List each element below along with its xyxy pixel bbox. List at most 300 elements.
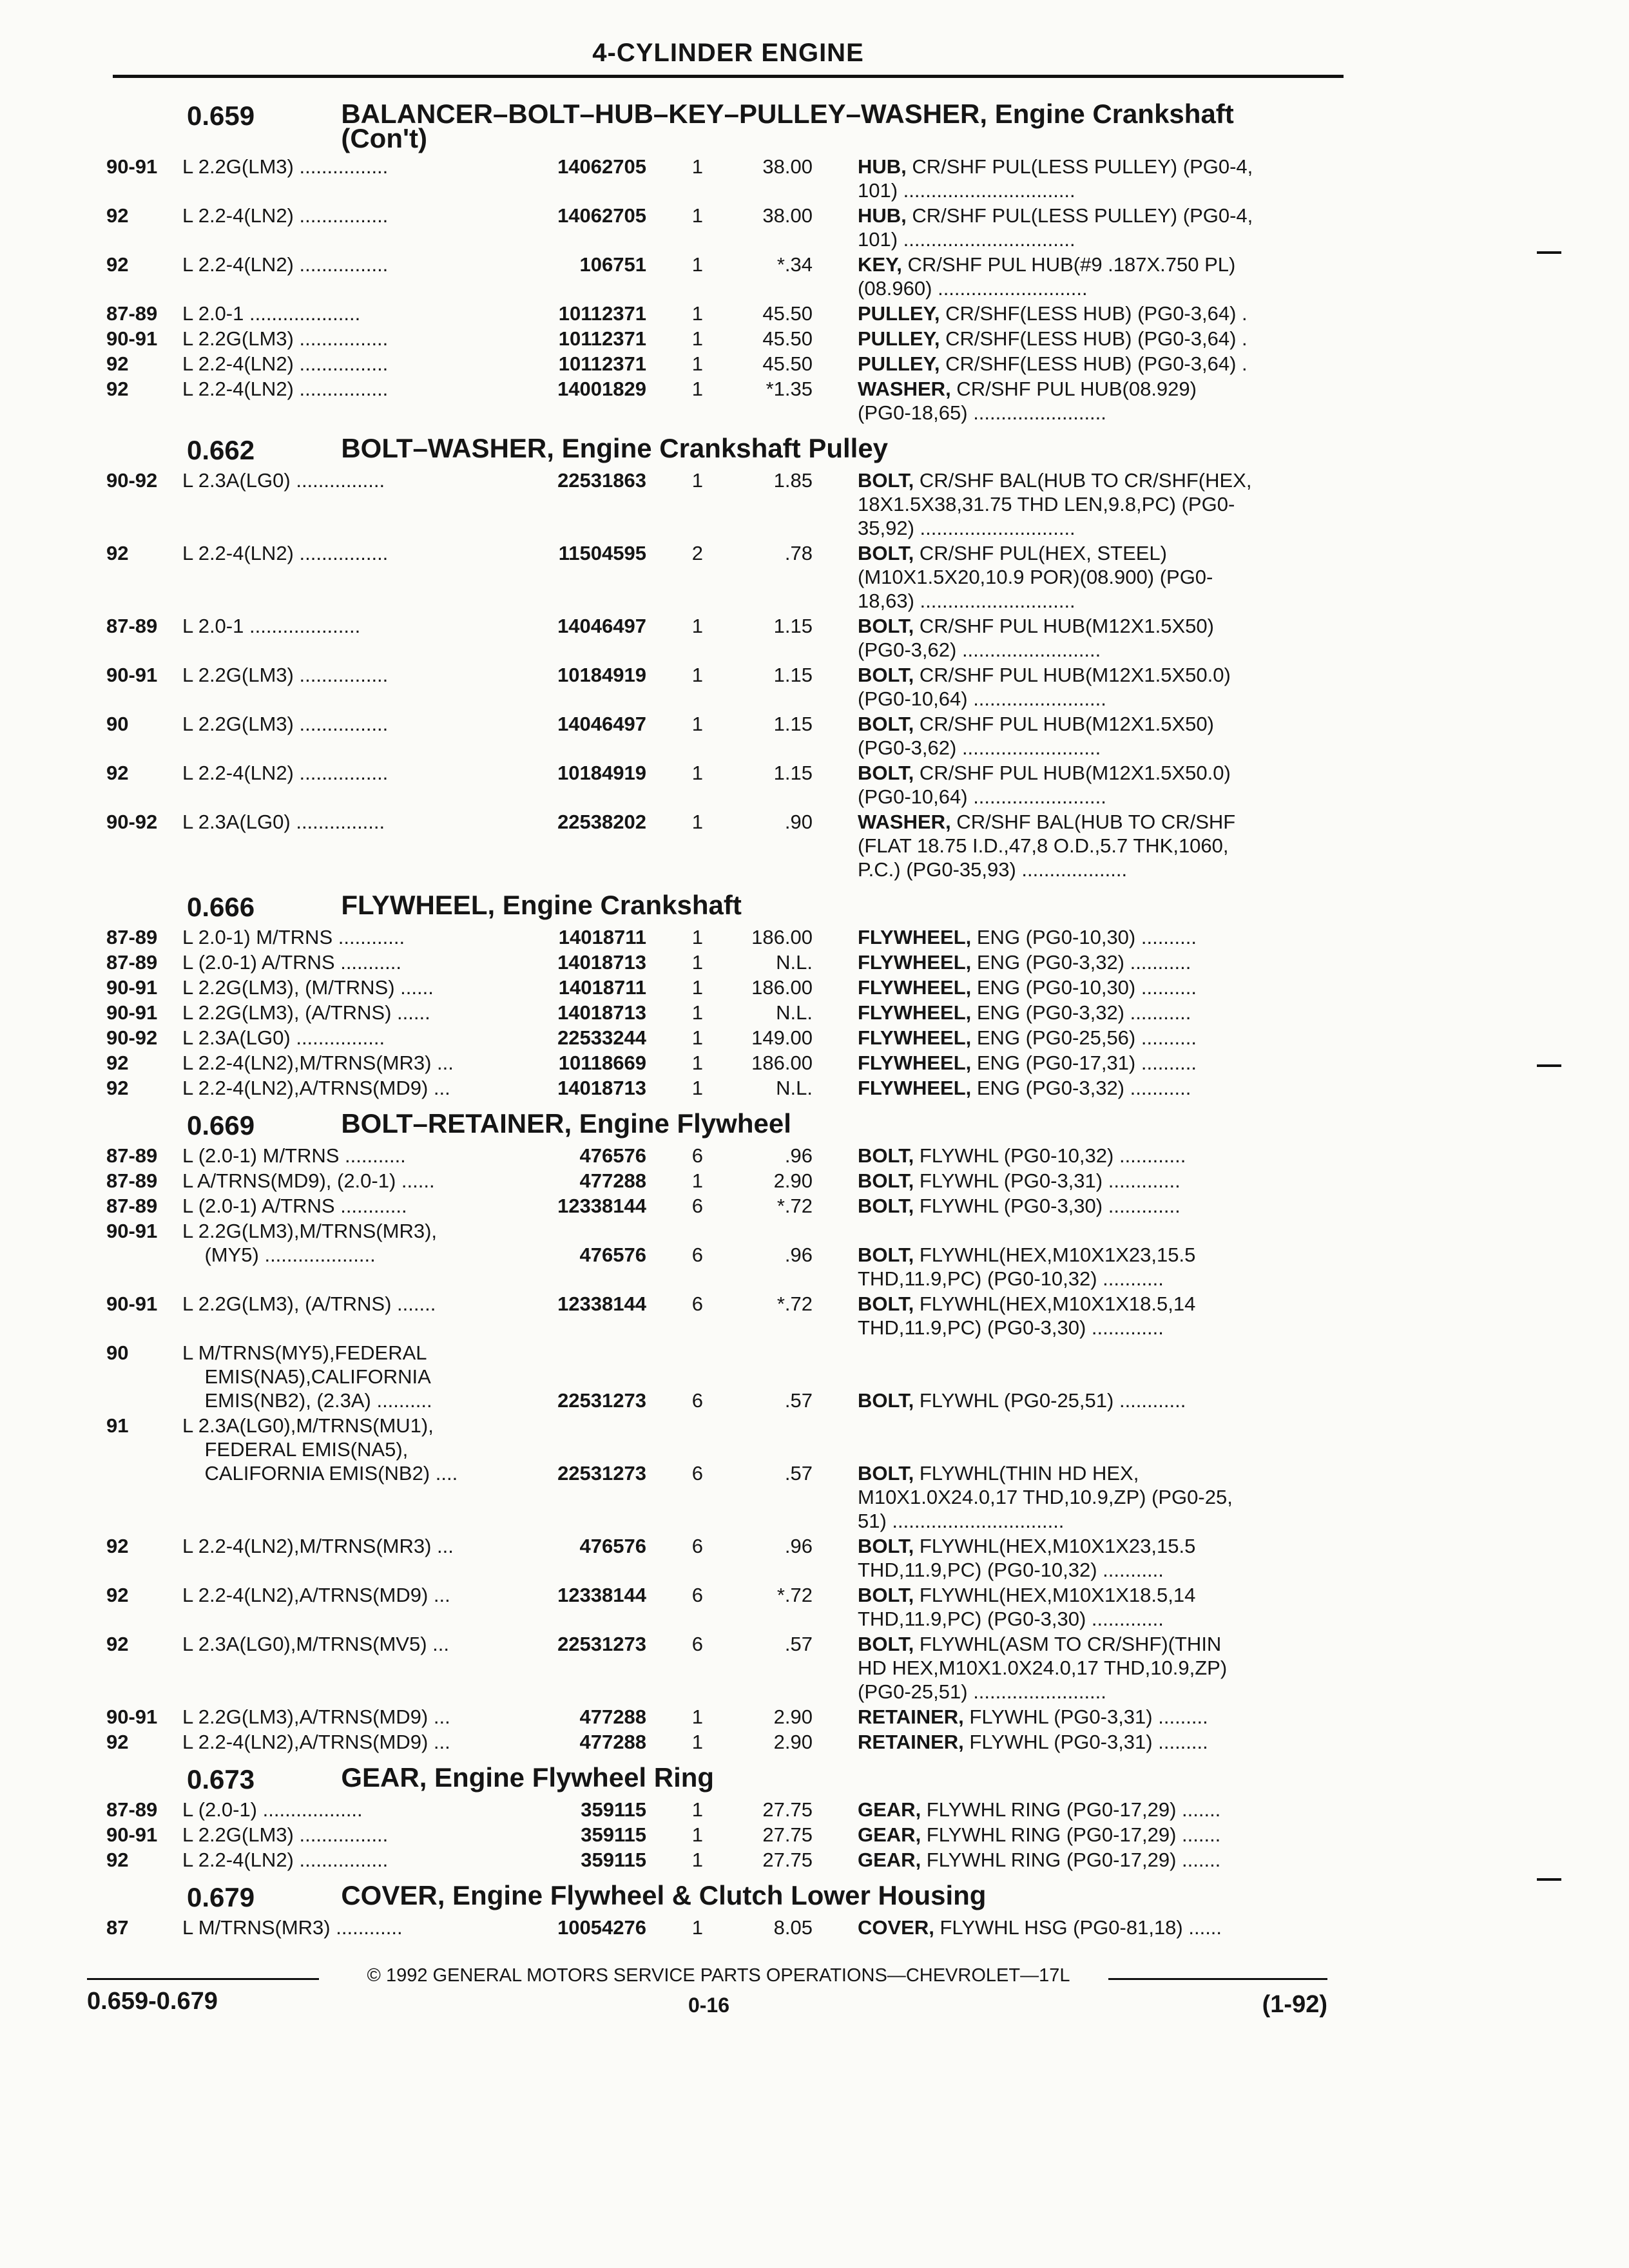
section-number: 0.659 [187,101,255,131]
description-keyword: HUB, [858,204,907,227]
price: 45.50 [762,327,813,350]
application: L 2.0-1 .................... [182,615,361,637]
description [858,975,1335,999]
quantity: 1 [691,352,703,375]
description-keyword: FLYWHEEL, [858,926,972,948]
application: L (2.0-1) A/TRNS ............ [182,1195,407,1217]
price: *.72 [776,1293,813,1315]
part-row [106,975,1369,999]
section-number: 0.666 [187,892,255,922]
quantity: 1 [691,1849,703,1871]
description-keyword: BOLT, [858,1535,914,1557]
part-number: 14062705 [557,155,646,178]
quantity: 1 [691,155,703,178]
price: 1.15 [773,762,813,784]
model-years: 92 [106,1077,129,1099]
description-text: FLYWHL(ASM TO CR/SHF)(THIN HD HEX,M10X1.0X24.0,17 THD,10.9,ZP) (PG0-25,51) ........................ [858,1633,1228,1703]
model-years: 91 [106,1414,129,1437]
header-rule [113,75,1344,78]
part-number: 359115 [581,1849,646,1871]
description [858,253,1335,300]
part-row [106,1798,1369,1821]
part-row [106,1730,1369,1754]
part-number: 14018713 [557,1077,646,1099]
price: .78 [784,542,813,564]
description [858,1632,1335,1704]
part-number: 10112371 [558,352,646,375]
description-text: CR/SHF(LESS HUB) (PG0-3,64) . [940,302,1248,325]
part-number: 476576 [579,1244,646,1266]
part-number: 477288 [579,1169,646,1192]
model-years: 87-89 [106,1798,158,1821]
footer-section-range: 0.659-0.679 [87,1988,218,2015]
description-keyword: BOLT, [858,1293,914,1315]
application: L 2.2G(LM3) ................ [182,327,389,350]
description [858,1823,1335,1847]
part-row [106,1194,1369,1218]
description [858,1534,1335,1582]
description-text: CR/SHF PUL HUB(M12X1.5X50) (PG0-3,62) ......................... [858,713,1214,759]
description-text: CR/SHF(LESS HUB) (PG0-3,64) . [940,327,1248,350]
description [858,1194,1335,1218]
quantity: 1 [691,762,703,784]
description-text: ENG (PG0-3,32) ........... [971,951,1191,974]
section-number: 0.679 [187,1882,255,1912]
part-number: 22538202 [557,811,646,833]
model-years: 87-89 [106,1144,158,1167]
quantity: 1 [691,1916,703,1939]
model-years: 92 [106,1535,129,1557]
part-number: 14018713 [557,1001,646,1024]
description-keyword: PULLEY, [858,352,940,375]
description-text: FLYWHL (PG0-3,31) ......... [963,1706,1208,1728]
application: L 2.2G(LM3), (M/TRNS) ...... [182,976,434,999]
quantity: 1 [691,327,703,350]
quantity: 1 [691,1731,703,1753]
description [858,810,1335,881]
part-number: 10184919 [557,762,646,784]
model-years: 92 [106,542,129,564]
price: .96 [784,1244,813,1266]
description-text: ENG (PG0-17,31) .......... [971,1052,1197,1074]
quantity: 1 [691,204,703,227]
catalog-section [106,890,1369,1100]
description-keyword: WASHER, [858,811,951,833]
model-years: 90-92 [106,1026,158,1049]
application: L 2.2-4(LN2),M/TRNS(MR3) ... [182,1052,454,1074]
application: L 2.2G(LM3), (A/TRNS) ....... [182,1293,436,1315]
price: *.72 [776,1584,813,1606]
part-number: 14001829 [557,378,646,400]
application: L 2.3A(LG0) ................ [182,811,385,833]
description-keyword: BOLT, [858,762,914,784]
price: 1.15 [773,664,813,686]
description-text: FLYWHL (PG0-3,31) ......... [963,1731,1208,1753]
part-number: 10112371 [558,302,646,325]
part-row [106,1026,1369,1050]
part-row [106,1144,1369,1168]
catalog-section [106,433,1369,881]
part-row [106,1583,1369,1631]
part-number: 22533244 [557,1026,646,1049]
model-years: 92 [106,762,129,784]
quantity: 6 [691,1462,703,1485]
application: L 2.2-4(LN2) ................ [182,352,389,375]
quantity: 1 [691,469,703,492]
section-number: 0.673 [187,1764,255,1794]
description [858,204,1335,251]
application: L 2.2-4(LN2) ................ [182,378,389,400]
quantity: 6 [691,1144,703,1167]
model-years: 90-92 [106,469,158,492]
price: 8.05 [773,1916,813,1939]
description-text: FLYWHL(HEX,M10X1X23,15.5 THD,11.9,PC) (PG0-10,32) ........... [858,1535,1196,1581]
price: 1.15 [773,615,813,637]
price: *1.35 [766,378,813,400]
application: L M/TRNS(MY5),FEDERAL EMIS(NA5),CALIFORNIA EMIS(NB2), (2.3A) .......... [182,1341,432,1412]
part-row [106,1916,1369,1939]
model-years: 90-91 [106,664,158,686]
description-keyword: GEAR, [858,1849,921,1871]
description-text: FLYWHL HSG (PG0-81,18) ...... [934,1916,1222,1939]
description [858,1144,1335,1168]
section-number: 0.669 [187,1110,255,1140]
quantity: 1 [691,1001,703,1024]
part-number: 22531273 [557,1389,646,1412]
part-row [106,1848,1369,1872]
price: 149.00 [751,1026,813,1049]
part-number: 22531863 [557,469,646,492]
description-text: CR/SHF PUL HUB(M12X1.5X50) (PG0-3,62) ......................... [858,615,1214,661]
model-years: 87-89 [106,1195,158,1217]
quantity: 6 [691,1633,703,1655]
application: L (2.0-1) A/TRNS ........... [182,951,401,974]
description-text: CR/SHF PUL HUB(M12X1.5X50.0) (PG0-10,64) ........................ [858,762,1231,808]
footer-copyright: © 1992 GENERAL MOTORS SERVICE PARTS OPERATIONS—CHEVROLET—17L [367,1965,1070,1986]
footer-date: (1-92) [1262,1991,1327,2018]
price: .57 [784,1462,813,1485]
part-number: 22531273 [557,1462,646,1485]
description-keyword: BOLT, [858,1462,914,1485]
description-keyword: PULLEY, [858,302,940,325]
part-row [106,761,1369,809]
description-keyword: FLYWHEEL, [858,976,972,999]
part-row [106,1001,1369,1024]
description-keyword: BOLT, [858,615,914,637]
model-years: 92 [106,1633,129,1655]
application: L 2.2-4(LN2) ................ [182,253,389,276]
application: L 2.3A(LG0) ................ [182,469,385,492]
part-number: 10184919 [557,664,646,686]
part-number: 14046497 [557,615,646,637]
part-row [106,302,1369,325]
part-row [106,1823,1369,1847]
description [858,541,1335,613]
quantity: 1 [691,1052,703,1074]
description-text: FLYWHL RING (PG0-17,29) ....... [921,1849,1221,1871]
part-number: 14018711 [558,926,646,948]
description-keyword: BOLT, [858,1584,914,1606]
model-years: 92 [106,1584,129,1606]
quantity: 1 [691,713,703,735]
quantity: 1 [691,951,703,974]
part-number: 10118669 [558,1052,646,1074]
description-text: FLYWHL (PG0-3,31) ............. [914,1169,1181,1192]
price: 186.00 [751,1052,813,1074]
model-years: 92 [106,378,129,400]
price: N.L. [776,1001,813,1024]
section-header [106,433,1369,465]
description-keyword: BOLT, [858,664,914,686]
description-keyword: BOLT, [858,1195,914,1217]
part-row [106,1534,1369,1582]
model-years: 90-91 [106,976,158,999]
model-years: 87-89 [106,302,158,325]
application: L 2.3A(LG0) ................ [182,1026,385,1049]
application: L 2.0-1 .................... [182,302,361,325]
model-years: 90-91 [106,327,158,350]
quantity: 6 [691,1535,703,1557]
part-row [106,1169,1369,1193]
price: .57 [784,1389,813,1412]
description-keyword: FLYWHEEL, [858,1026,972,1049]
application: L 2.2G(LM3) ................ [182,1823,389,1846]
application: L 2.2-4(LN2) ................ [182,542,389,564]
description [858,1916,1335,1939]
model-years: 87-89 [106,951,158,974]
model-years: 90 [106,713,129,735]
quantity: 1 [691,1798,703,1821]
application: L 2.3A(LG0),M/TRNS(MU1), FEDERAL EMIS(NA5), CALIFORNIA EMIS(NB2) .... [182,1414,458,1485]
price: 1.15 [773,713,813,735]
description-text: CR/SHF BAL(HUB TO CR/SHF(HEX, 18X1.5X38,31.75 THD LEN,9.8,PC) (PG0- 35,92) ............................ [858,469,1252,539]
part-row [106,1414,1369,1533]
model-years: 90-91 [106,1220,158,1242]
description-keyword: BOLT, [858,1244,914,1266]
model-years: 90-91 [106,1293,158,1315]
description-text: FLYWHL RING (PG0-17,29) ....... [921,1798,1221,1821]
description-keyword: KEY, [858,253,902,276]
price: 38.00 [762,155,813,178]
price: 38.00 [762,204,813,227]
description-text: CR/SHF PUL HUB(M12X1.5X50.0) (PG0-10,64) ........................ [858,664,1231,710]
part-row [106,155,1369,202]
description-text: CR/SHF PUL(LESS PULLEY) (PG0-4, 101) ............................... [858,155,1253,202]
price: .96 [784,1144,813,1167]
model-years: 87-89 [106,1169,158,1192]
section-number: 0.662 [187,435,255,465]
description-text: ENG (PG0-3,32) ........... [971,1077,1191,1099]
margin-tick [1537,1064,1561,1067]
price: 27.75 [762,1798,813,1821]
part-number: 477288 [579,1731,646,1753]
part-number: 22531273 [557,1633,646,1655]
description [858,352,1335,376]
part-row [106,1705,1369,1729]
part-number: 14018713 [557,951,646,974]
part-row [106,327,1369,351]
price: 186.00 [751,926,813,948]
price: .96 [784,1535,813,1557]
description-text: CR/SHF PUL HUB(08.929) (PG0-18,65) ........................ [858,378,1197,424]
price: 2.90 [773,1731,813,1753]
description-keyword: BOLT, [858,469,914,492]
model-years: 92 [106,204,129,227]
footer-rule-left [87,1978,319,1980]
quantity: 1 [691,1169,703,1192]
application: L 2.2G(LM3),M/TRNS(MR3), (MY5) .................... [182,1220,438,1266]
quantity: 1 [691,976,703,999]
description-keyword: BOLT, [858,1144,914,1167]
description [858,327,1335,351]
quantity: 6 [691,1293,703,1315]
quantity: 6 [691,1389,703,1412]
description [858,377,1335,425]
description-text: FLYWHL(HEX,M10X1X18.5,14 THD,11.9,PC) (PG0-3,30) ............. [858,1584,1196,1630]
description-text: CR/SHF PUL(HEX, STEEL) (M10X1.5X20,10.9 POR)(08.900) (PG0- 18,63) ............................ [858,542,1213,612]
description [858,302,1335,325]
description-keyword: GEAR, [858,1823,921,1846]
application: L 2.2-4(LN2) ................ [182,1849,389,1871]
section-header [106,1880,1369,1912]
quantity: 6 [691,1584,703,1606]
part-row [106,1341,1369,1412]
model-years: 87-89 [106,615,158,637]
description-keyword: BOLT, [858,1389,914,1412]
description-keyword: HUB, [858,155,907,178]
quantity: 1 [691,1077,703,1099]
description-text: FLYWHL(HEX,M10X1X23,15.5 THD,11.9,PC) (PG0-10,32) ........... [858,1244,1196,1290]
model-years: 90-91 [106,155,158,178]
quantity: 1 [691,664,703,686]
part-row [106,614,1369,662]
description-text: CR/SHF PUL(LESS PULLEY) (PG0-4, 101) ............................... [858,204,1253,251]
model-years: 92 [106,253,129,276]
price: 2.90 [773,1706,813,1728]
model-years: 92 [106,1052,129,1074]
price: 1.85 [773,469,813,492]
price: .57 [784,1633,813,1655]
quantity: 1 [691,302,703,325]
part-number: 106751 [579,253,646,276]
section-header [106,99,1369,153]
price: N.L. [776,951,813,974]
page-header-title: 4-CYLINDER ENGINE [592,39,864,67]
description-keyword: WASHER, [858,378,951,400]
description [858,468,1335,540]
description [858,1219,1335,1291]
parts-listing [106,90,1369,1941]
section-title: GEAR, Engine Flywheel Ring [341,1762,715,1792]
description [858,1076,1335,1100]
description-text: FLYWHL(HEX,M10X1X18.5,14 THD,11.9,PC) (PG0-3,30) ............. [858,1293,1196,1339]
application: L M/TRNS(MR3) ............ [182,1916,403,1939]
description-keyword: BOLT, [858,1169,914,1192]
price: .90 [784,811,813,833]
description-keyword: RETAINER, [858,1731,964,1753]
application: L 2.2G(LM3), (A/TRNS) ...... [182,1001,430,1024]
description-keyword: BOLT, [858,713,914,735]
model-years: 92 [106,1849,129,1871]
application: L (2.0-1) M/TRNS ........... [182,1144,406,1167]
catalog-section [106,99,1369,425]
application: L 2.2-4(LN2) ................ [182,204,389,227]
description [858,761,1335,809]
part-row [106,712,1369,760]
model-years: 87-89 [106,926,158,948]
description-keyword: PULLEY, [858,327,940,350]
application: L 2.3A(LG0),M/TRNS(MV5) ... [182,1633,449,1655]
model-years: 90-91 [106,1706,158,1728]
price: *.72 [776,1195,813,1217]
section-title: BALANCER–BOLT–HUB–KEY–PULLEY–WASHER, Engine Crankshaft (Con't) [341,99,1234,153]
section-title: BOLT–WASHER, Engine Crankshaft Pulley [341,433,889,463]
model-years: 92 [106,352,129,375]
section-header [106,1108,1369,1140]
quantity: 1 [691,253,703,276]
description-text: CR/SHF BAL(HUB TO CR/SHF (FLAT 18.75 I.D.,47,8 O.D.,5.7 THK,1060, P.C.) (PG0-35,93) ................... [858,811,1236,881]
description-keyword: GEAR, [858,1798,921,1821]
description-keyword: FLYWHEEL, [858,951,972,974]
quantity: 1 [691,1026,703,1049]
description [858,1848,1335,1872]
part-row [106,925,1369,949]
quantity: 1 [691,378,703,400]
part-row [106,253,1369,300]
part-number: 476576 [579,1535,646,1557]
description-text: FLYWHL (PG0-25,51) ............ [914,1389,1186,1412]
description [858,155,1335,202]
description-text: ENG (PG0-25,56) .......... [971,1026,1197,1049]
application: L 2.2-4(LN2),A/TRNS(MD9) ... [182,1077,450,1099]
description [858,950,1335,974]
margin-tick [1537,1878,1561,1881]
description-text: CR/SHF PUL HUB(#9 .187X.750 PL) (08.960) ........................... [858,253,1236,300]
catalog-section [106,1880,1369,1939]
model-years: 92 [106,1731,129,1753]
price: N.L. [776,1077,813,1099]
price: 2.90 [773,1169,813,1192]
part-number: 477288 [579,1706,646,1728]
description [858,1001,1335,1024]
application: L A/TRNS(MD9), (2.0-1) ...... [182,1169,435,1192]
description-keyword: BOLT, [858,1633,914,1655]
catalog-section [106,1762,1369,1872]
model-years: 90-92 [106,811,158,833]
application: L 2.2-4(LN2),A/TRNS(MD9) ... [182,1584,450,1606]
description [858,663,1335,711]
section-title: FLYWHEEL, Engine Crankshaft [341,890,742,920]
part-number: 11504595 [558,542,646,564]
part-number: 12338144 [557,1293,646,1315]
description [858,1583,1335,1631]
section-title: BOLT–RETAINER, Engine Flywheel [341,1108,791,1139]
description-text: FLYWHL (PG0-3,30) ............. [914,1195,1181,1217]
description [858,1414,1335,1533]
part-number: 14018711 [558,976,646,999]
description-text: CR/SHF(LESS HUB) (PG0-3,64) . [940,352,1248,375]
description-keyword: COVER, [858,1916,934,1939]
part-number: 476576 [579,1144,646,1167]
description [858,1798,1335,1821]
description-text: FLYWHL RING (PG0-17,29) ....... [921,1823,1221,1846]
quantity: 1 [691,811,703,833]
part-row [106,1051,1369,1075]
quantity: 2 [691,542,703,564]
description-keyword: BOLT, [858,542,914,564]
model-years: 90-91 [106,1001,158,1024]
part-number: 12338144 [557,1584,646,1606]
